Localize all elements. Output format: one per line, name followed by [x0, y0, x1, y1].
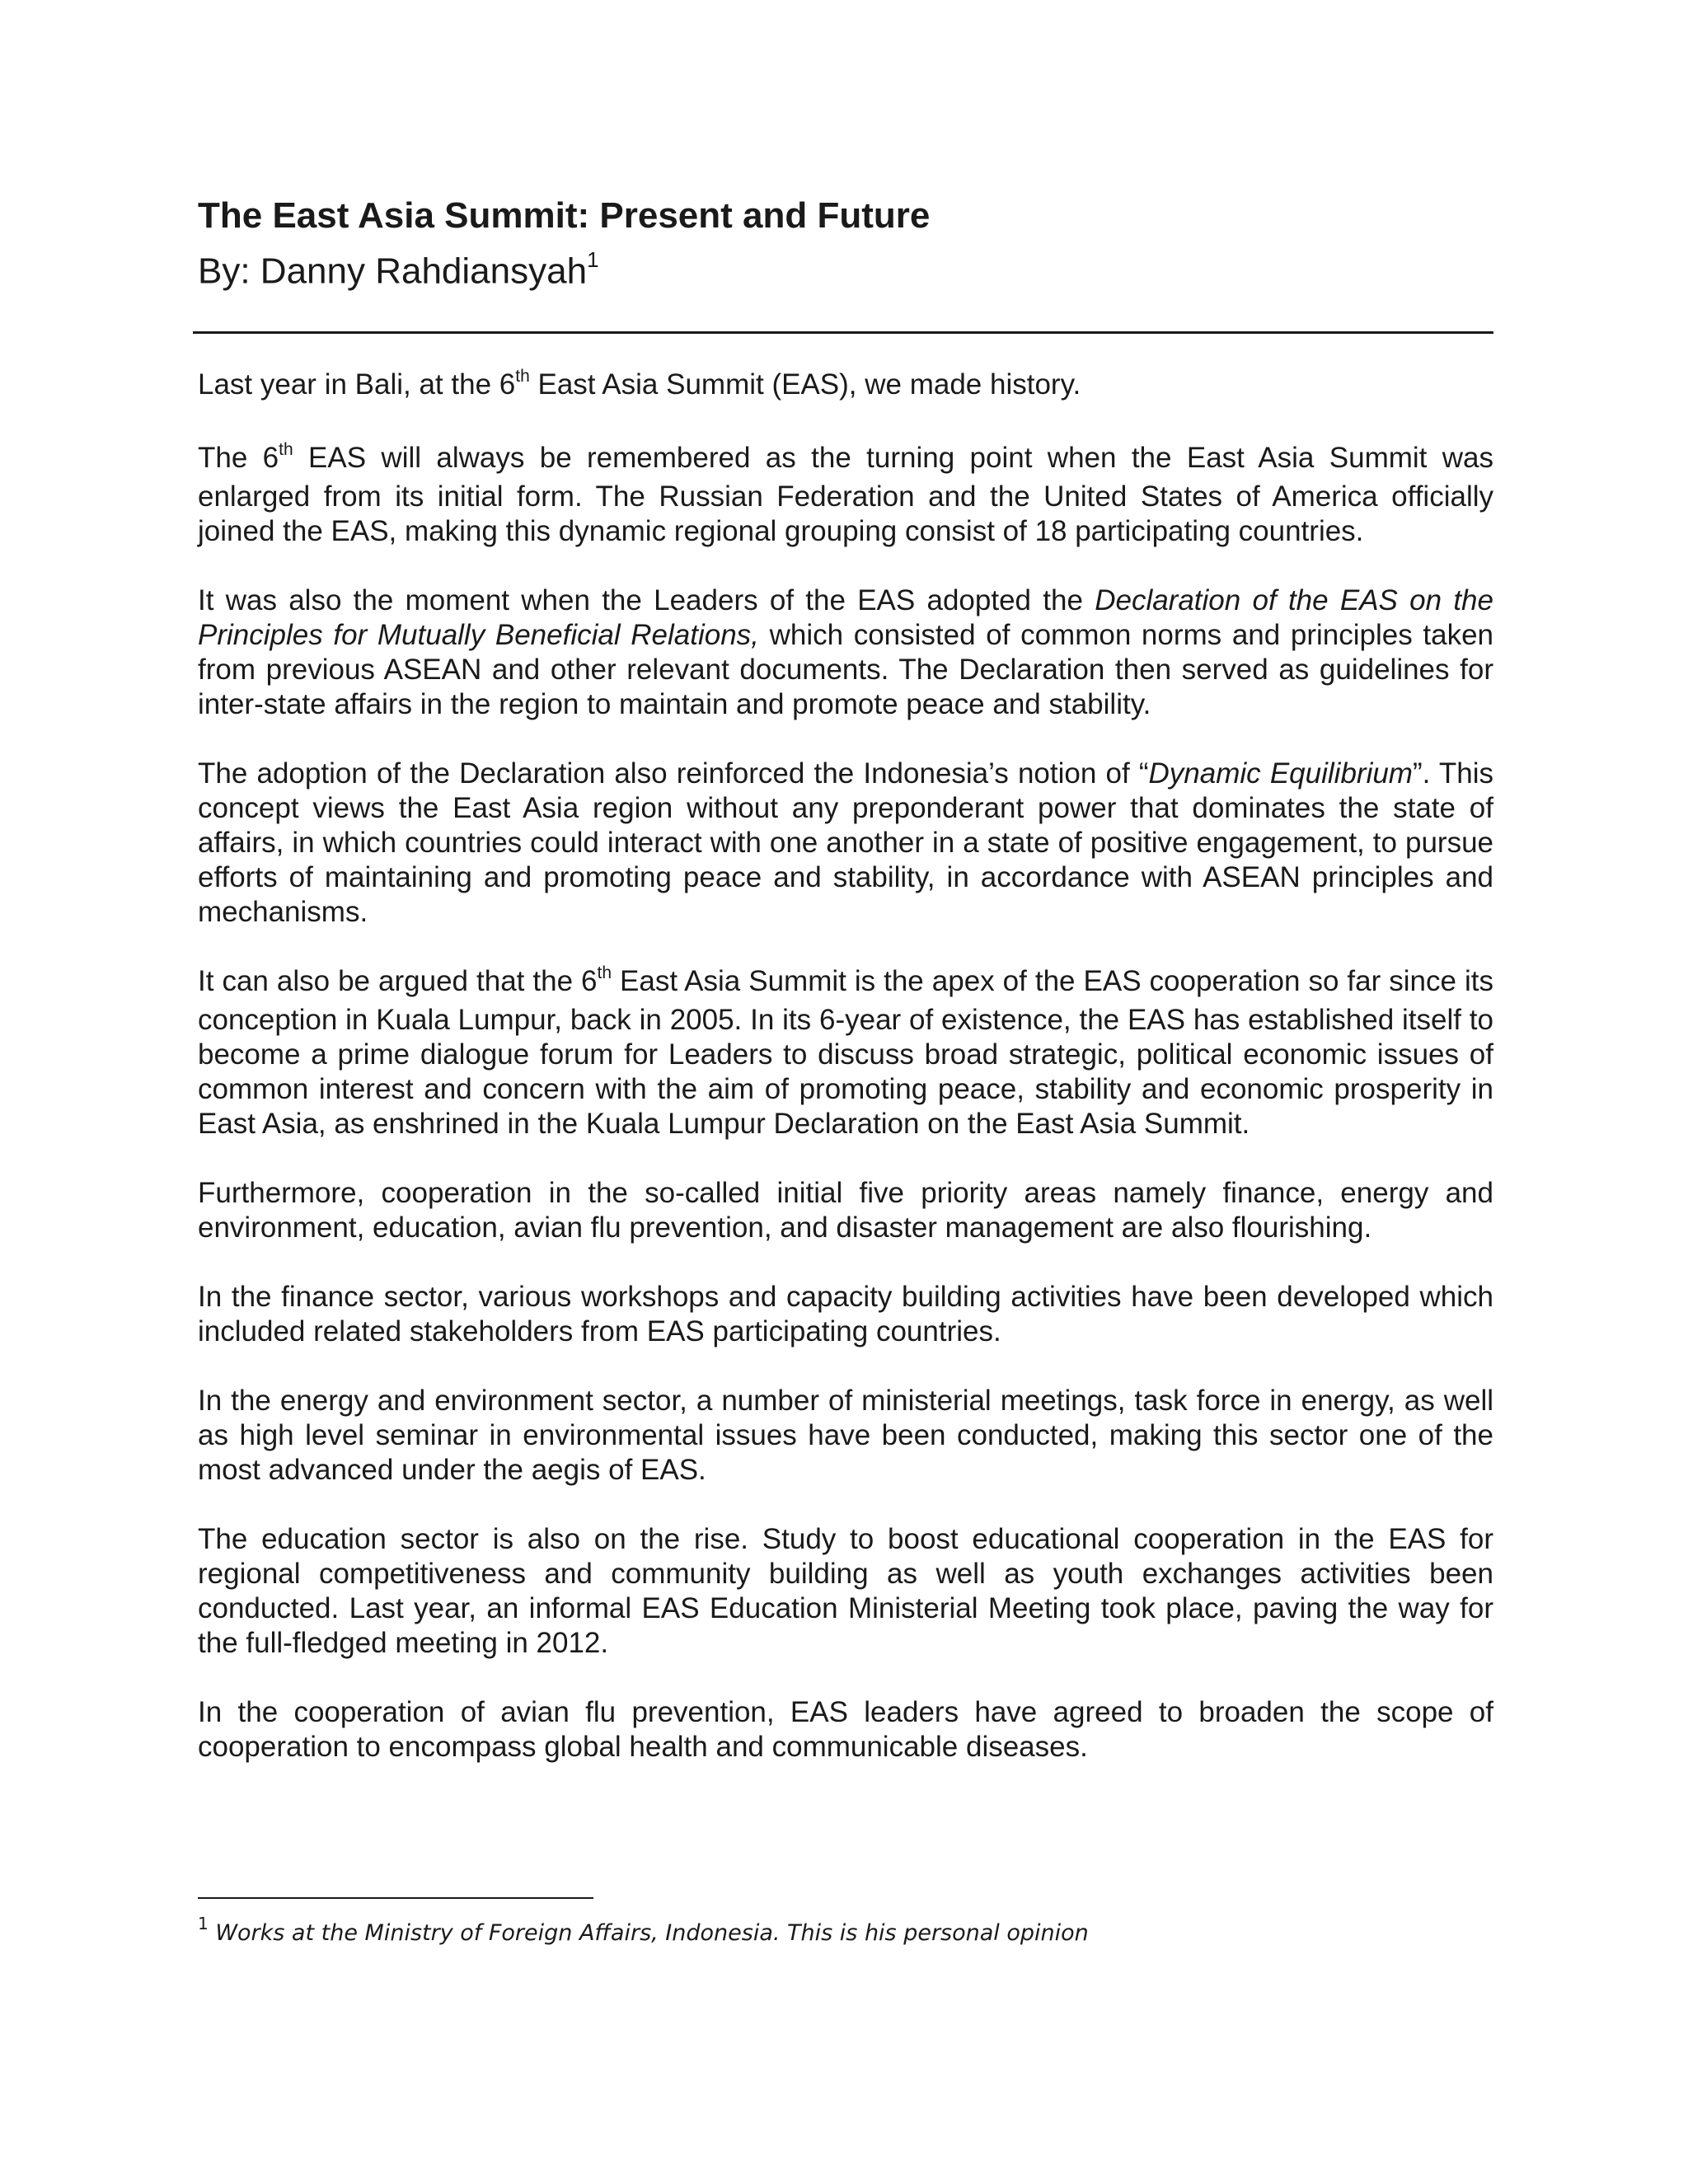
footnote-number: 1	[198, 1914, 209, 1933]
paragraph-2: The 6th EAS will always be remembered as the turning point when the East Asia Summit was enlarged from its initial form. The Russian Federation and the United States of America officially joined the EAS, making this dynamic regional grouping consist of 18 participating countries.	[198, 440, 1493, 547]
author-byline	[198, 241, 599, 293]
footnote	[198, 1912, 1089, 1947]
paragraph-8: In the energy and environment sector, a number of ministerial meetings, task force in energy, as well as high level seminar in environmental issues have been conducted, making this sector one of the most advanced under the aegis of EAS.	[198, 1385, 1493, 1486]
dynamic-equilibrium-term: Dynamic Equilibrium	[1148, 757, 1413, 790]
article-body	[198, 368, 1493, 1799]
footnote-text: Works at the Ministry of Foreign Affairs, Indonesia. This is his personal opinion	[215, 1920, 1089, 1946]
header-divider	[193, 331, 1493, 334]
document-title: The East Asia Summit: Present and Future	[198, 195, 931, 236]
paragraph-9: The education sector is also on the rise. Study to boost educational cooperation in the EAS for regional competitiveness and community building as well as youth exchanges activities been conducted. Last year, an informal EAS Education Ministerial Meeting took place, paving the way for the full-fledged meeting in 2012.	[198, 1523, 1493, 1659]
paragraph-3: It was also the moment when the Leaders of the EAS adopted the Declaration of the EAS on the Principles for Mutually Beneficial Relations, which consisted of common norms and principles taken from previous ASEAN and other relevant documents. The Declaration then served as guidelines for inter-state affairs in the region to maintain and promote peace and stability.	[198, 584, 1494, 720]
declaration-title: Declaration of the EAS on the Principles for Mutually Beneficial Relations,	[198, 584, 1493, 651]
paragraph-1: Last year in Bali, at the 6th East Asia Summit (EAS), we made history.	[198, 367, 1081, 401]
footnote-divider	[198, 1897, 593, 1899]
paragraph-5: It can also be argued that the 6th East Asia Summit is the apex of the EAS cooperation so far since its conception in Kuala Lumpur, back in 2005. In its 6-year of existence, the EAS has established itself to become a prime dialogue forum for Leaders to discuss broad strategic, political economic issues of common interest and concern with the aim of promoting peace, stability and economic prosperity in East Asia, as enshrined in the Kuala Lumpur Declaration on the East Asia Summit.	[198, 963, 1493, 1140]
author-name: By: Danny Rahdiansyah	[198, 251, 588, 292]
paragraph-10: In the cooperation of avian flu prevention, EAS leaders have agreed to broaden the scope of cooperation to encompass global health and communicable diseases.	[198, 1696, 1493, 1763]
paragraph-4: The adoption of the Declaration also reinforced the Indonesia’s notion of “Dynamic Equilibrium”. This concept views the East Asia region without any preponderant power that dominates the state of affairs, in which countries could interact with one another in a state of positive engagement, to pursue efforts of maintaining and promoting peace and stability, in accordance with ASEAN principles and mechanisms.	[198, 757, 1494, 928]
paragraph-7: In the finance sector, various workshops and capacity building activities have been developed which included related stakeholders from EAS participating countries.	[198, 1281, 1493, 1347]
paragraph-6: Furthermore, cooperation in the so-called initial five priority areas namely finance, energy and environment, education, avian flu prevention, and disaster management are also flourishing.	[198, 1177, 1493, 1244]
footnote-reference: 1	[587, 247, 599, 272]
